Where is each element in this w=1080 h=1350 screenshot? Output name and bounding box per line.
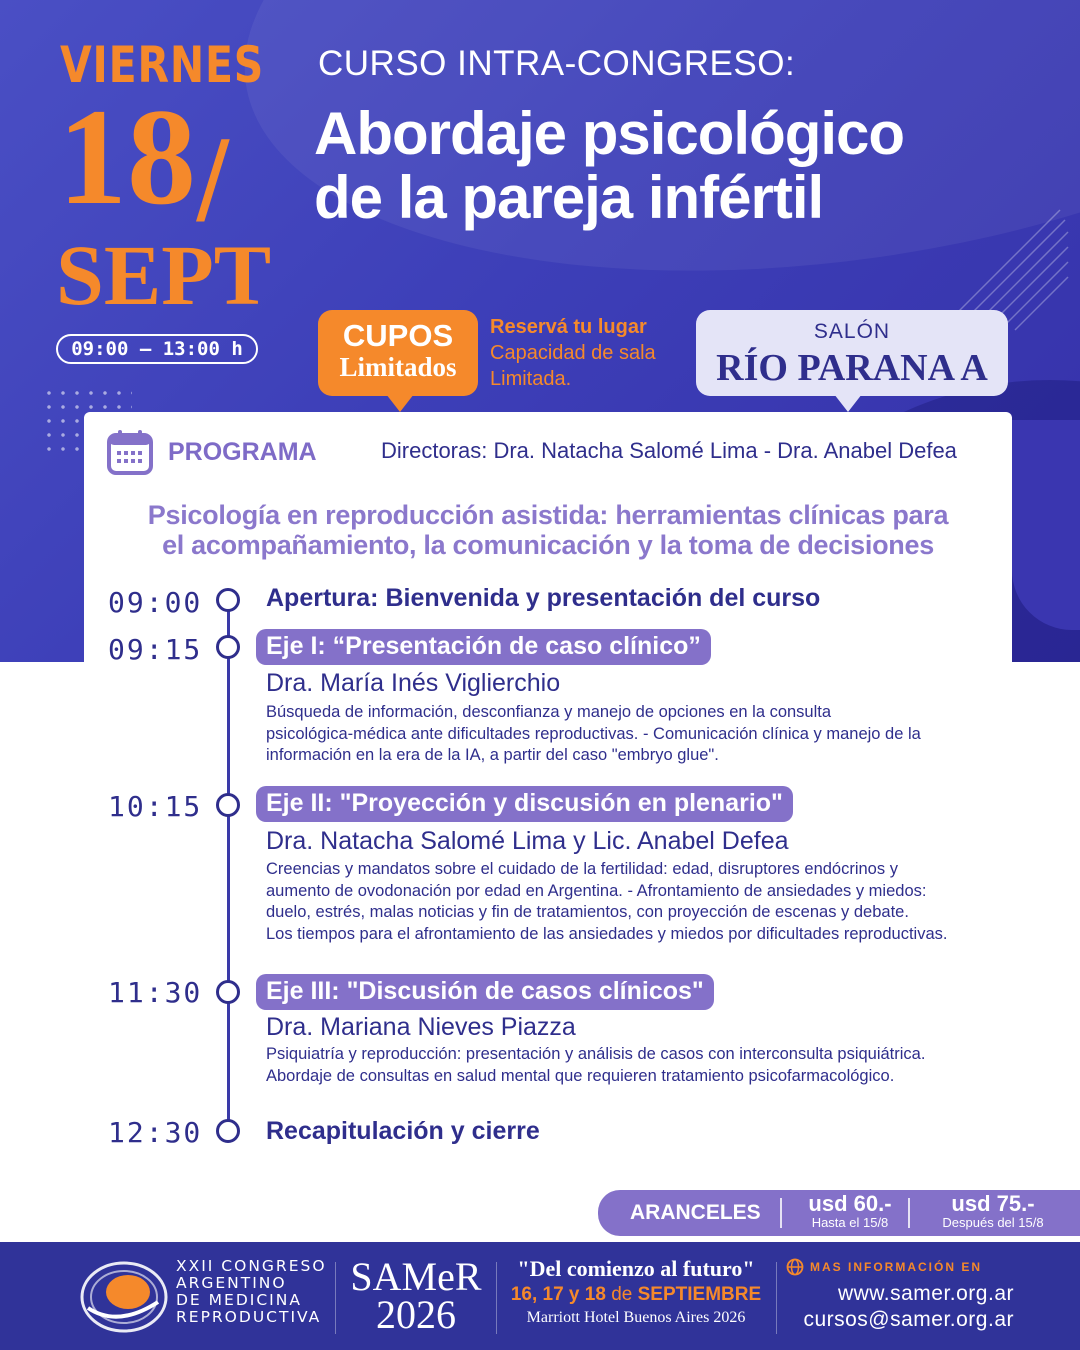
fee-late bbox=[918, 1192, 1068, 1230]
speaker-name: Dra. Mariana Nieves Piazza bbox=[266, 1013, 576, 1041]
reserva-line-1: Reservá tu lugar bbox=[490, 316, 647, 338]
fee-late-price: usd 75.- bbox=[951, 1191, 1035, 1216]
globe-icon bbox=[786, 1258, 804, 1276]
website-link[interactable]: www.samer.org.ar bbox=[837, 1282, 1014, 1305]
eje-pill: Eje III: "Discusión de casos clínicos" bbox=[256, 974, 714, 1010]
timeline-dot bbox=[216, 635, 240, 659]
program-title bbox=[84, 500, 1012, 560]
reserva-line-3: Limitada. bbox=[490, 368, 572, 390]
decor-band bbox=[1012, 420, 1080, 630]
desc-line: Psiquiatría y reproducción: presentación y análisis de casos con interconsulta psiquiátrica. bbox=[266, 1045, 926, 1063]
footer-divider bbox=[496, 1262, 497, 1334]
samer-year: 2026 bbox=[376, 1292, 456, 1337]
desc-line: Creencias y mandatos sobre el cuidado de la fertilidad: edad, disruptores endócrinos y bbox=[266, 860, 898, 878]
more-info bbox=[786, 1258, 1014, 1332]
desc-line: Búsqueda de información, desconfianza y manejo de opciones en la consulta bbox=[266, 703, 832, 721]
congress-info bbox=[505, 1256, 767, 1327]
timeline-time: 09:15 bbox=[108, 633, 203, 666]
dates-days: 16, 17 y 18 bbox=[510, 1284, 606, 1305]
samer-name: SAMeR bbox=[350, 1254, 482, 1299]
title-line-1: Abordaje psicológico bbox=[314, 100, 905, 167]
more-info-label: MAS INFORMACIÓN EN bbox=[810, 1260, 982, 1274]
desc-line: Abordaje de consultas en salud mental que requieren tratamiento psicofarmacológico. bbox=[266, 1066, 895, 1085]
congress-dates bbox=[505, 1284, 767, 1306]
eje-pill: Eje I: “Presentación de caso clínico” bbox=[256, 629, 711, 665]
footer-divider bbox=[776, 1262, 777, 1334]
fees-label: ARANCELES bbox=[630, 1201, 761, 1224]
samer-logo bbox=[78, 1258, 170, 1336]
salon-label: SALÓN bbox=[813, 320, 891, 343]
desc-line: Los tiempos para el afrontamiento de las ansiedades y miedos por dificultades reproductivas. bbox=[266, 924, 948, 943]
desc-line: información en la era de la IA, a partir del caso "embryo glue". bbox=[266, 746, 719, 764]
desc-line: psicológica-médica ante dificultades reproductivas. - Comunicación clínica y manejo de la bbox=[266, 724, 921, 743]
fee-late-note: Después del 15/8 bbox=[942, 1215, 1044, 1230]
cupos-line-1: CUPOS bbox=[342, 318, 454, 353]
directoras-text: Directoras: Dra. Natacha Salomé Lima - Dra. Anabel Defea bbox=[381, 438, 957, 463]
timeline-dot bbox=[216, 980, 240, 1004]
congreso-line: DE MEDICINA bbox=[176, 1291, 302, 1309]
desc-line: duelo, estrés, malas noticias y fin de tratamientos, con proyección de escenas y debate. bbox=[266, 903, 909, 921]
salon-name: RÍO PARANA A bbox=[716, 347, 988, 389]
item-description bbox=[266, 702, 1006, 767]
speaker-name: Dra. Natacha Salomé Lima y Lic. Anabel Defea bbox=[266, 827, 789, 855]
timeline-dot bbox=[216, 588, 240, 612]
eje-pill: Eje II: "Proyección y discusión en plenario" bbox=[256, 786, 793, 822]
timeline-time: 12:30 bbox=[108, 1116, 203, 1149]
congreso-line: XXII CONGRESO bbox=[176, 1257, 327, 1275]
congress-venue: Marriott Hotel Buenos Aires 2026 bbox=[526, 1309, 746, 1326]
fee-early-price: usd 60.- bbox=[808, 1191, 892, 1216]
timeline-dot bbox=[216, 793, 240, 817]
timeline-title: Recapitulación y cierre bbox=[266, 1117, 540, 1145]
program-title-line-1: Psicología en reproducción asistida: herramientas clínicas para bbox=[147, 500, 949, 530]
fees-divider bbox=[780, 1198, 782, 1228]
speaker-name: Dra. María Inés Viglierchio bbox=[266, 669, 561, 697]
cupos-badge bbox=[318, 310, 478, 396]
timeline-time: 09:00 bbox=[108, 586, 203, 619]
reserva-line-2: Capacidad de sala bbox=[490, 342, 656, 364]
timeline-line bbox=[227, 610, 230, 1130]
salon-badge bbox=[696, 310, 1008, 396]
item-description bbox=[266, 1044, 1006, 1087]
reserva-text bbox=[490, 314, 656, 392]
calendar-icon bbox=[106, 428, 154, 476]
course-subtitle: CURSO INTRA-CONGRESO: bbox=[318, 44, 796, 83]
timeline-dot bbox=[216, 1119, 240, 1143]
timeline-time: 10:15 bbox=[108, 790, 203, 823]
fees-bar bbox=[598, 1190, 1080, 1236]
more-info-label-row bbox=[786, 1258, 1014, 1276]
desc-line: aumento de ovodonación por edad en Argentina. - Afrontamiento de ansiedades y miedos: bbox=[266, 881, 927, 900]
cupos-line-2: Limitados bbox=[339, 352, 457, 382]
footer-divider bbox=[335, 1262, 336, 1334]
item-description bbox=[266, 859, 1006, 945]
congreso-name bbox=[176, 1258, 327, 1326]
congreso-line: REPRODUCTIVA bbox=[176, 1308, 322, 1326]
programa-heading: PROGRAMA bbox=[168, 438, 317, 466]
samer-brand bbox=[346, 1254, 486, 1337]
date-day: 18 bbox=[58, 80, 196, 233]
email-link[interactable]: cursos@samer.org.ar bbox=[803, 1308, 1014, 1331]
timeline-time: 11:30 bbox=[108, 976, 203, 1009]
fee-early-note: Hasta el 15/8 bbox=[811, 1215, 889, 1230]
program-title-line-2: el acompañamiento, la comunicación y la toma de decisiones bbox=[162, 530, 934, 560]
course-title bbox=[314, 102, 904, 230]
dates-month: SEPTIEMBRE bbox=[637, 1284, 762, 1305]
congreso-line: ARGENTINO bbox=[176, 1274, 287, 1292]
date-slash: / bbox=[196, 119, 230, 236]
timeline-title: Apertura: Bienvenida y presentación del curso bbox=[266, 584, 821, 612]
weekday: VIERNES bbox=[60, 36, 265, 94]
dates-de: de bbox=[611, 1284, 633, 1305]
title-line-2: de la pareja infértil bbox=[314, 164, 824, 231]
footer bbox=[0, 1242, 1080, 1350]
fees-divider bbox=[908, 1198, 910, 1228]
date-month: SEPT bbox=[56, 227, 272, 323]
time-range: 09:00 — 13:00 h bbox=[56, 334, 258, 364]
fee-early bbox=[790, 1192, 910, 1230]
congress-motto: "Del comienzo al futuro" bbox=[517, 1256, 755, 1281]
